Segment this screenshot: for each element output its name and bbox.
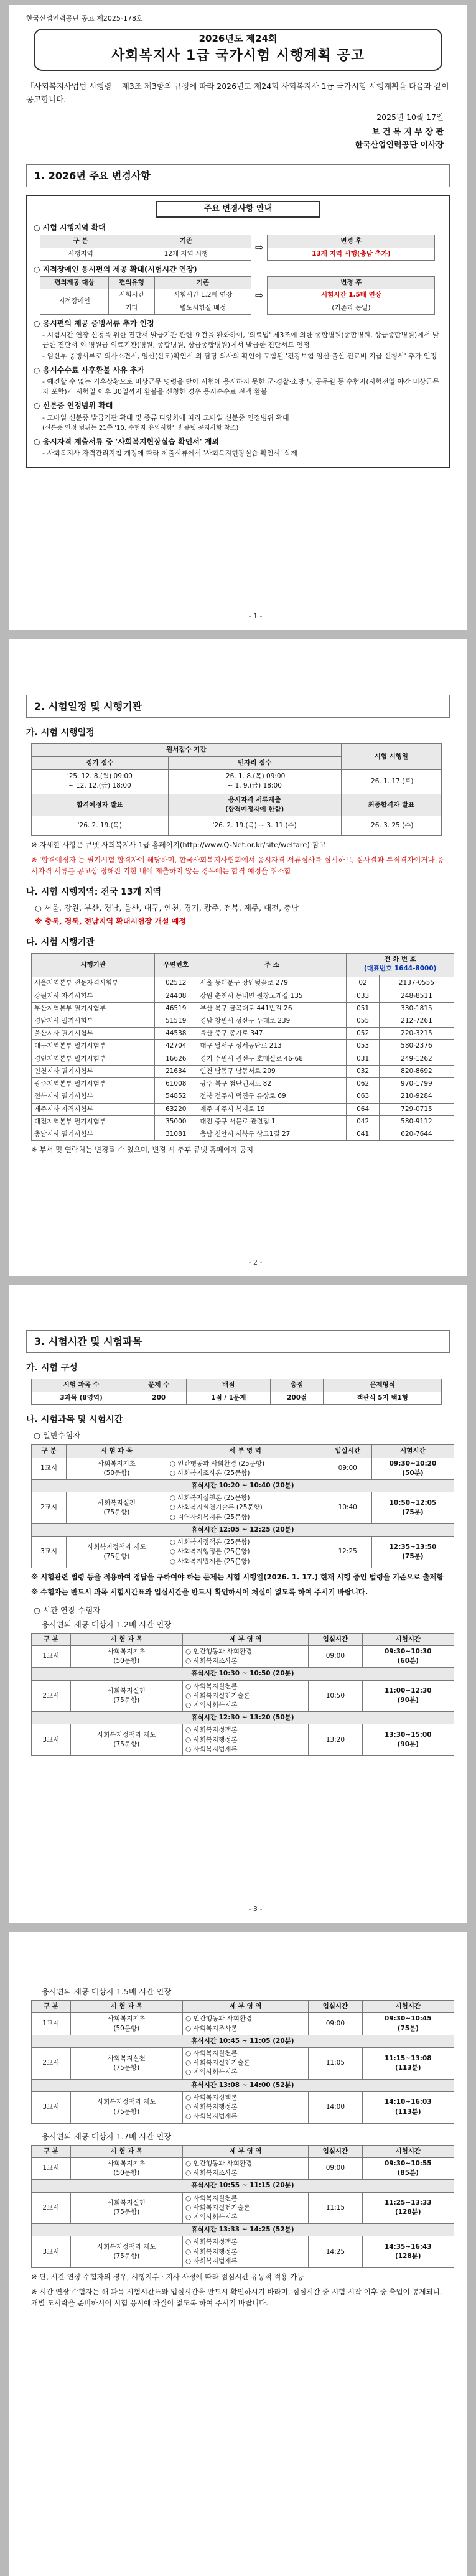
exam-time: 14:10~16:03 (113분) [362,2091,454,2123]
table-row [32,1645,454,1667]
item1-row-after: 13개 지역 시행(충남 추가) [268,248,435,260]
exam-time: 10:50~12:05 (75분) [371,1492,454,1524]
table-row [32,1015,454,1028]
org-h4: 전 화 번 호 [384,955,416,963]
break-time: 휴식시간 12:05 ~ 12:25 (20분) [32,1523,454,1536]
item4-line-1: - 예견할 수 없는 기후상황으로 비상근무 명령을 받아 시험에 응시하지 못한 군·경찰·소방 및 공무원 등 수험자(시험전일 야간 비상근무자 포함)가 시험일 이후 30일까지 환불을 신청한 경우 응시수수료 전액 환불 [42,378,439,396]
period: 2교시 [32,2192,71,2224]
detail-areas: ○ 사회복지정책론 (25문항) ○ 사회복지행정론 (25문항) ○ 사회복지법제론 (25문항) [167,1537,324,1568]
table-row [32,1128,454,1140]
timetable-header: 세 부 영 역 [183,1633,309,1645]
sub-heading: 다. 시험 시행기관 [26,937,95,947]
page-title: 사회복지사 1급 국가시험 시행계획 공고 [111,47,365,63]
org-zip: 51519 [155,1015,197,1028]
item2-after-table [267,276,435,315]
item1-head-div: 구 분 [40,235,121,248]
entry-time: 09:00 [309,2013,362,2035]
timetable-header: 구 분 [32,2001,71,2013]
item2-before-table [40,276,251,315]
sched-h1: 원서접수 기간 [32,744,342,756]
detail-areas: ○ 사회복지정책론 ○ 사회복지행정론 ○ 사회복지법제론 [183,1724,309,1756]
table-row [32,1103,454,1115]
org-name: 경인지역본부 필기시험부 [32,1053,155,1065]
detail-areas: ○ 사회복지실천론 (25문항) ○ 사회복지실천기술론 (25문항) ○ 지역사회복지론 (25문항) [167,1492,324,1524]
org-area: 062 [347,1078,380,1090]
timetable-header: 세 부 영 역 [167,1445,324,1458]
table-row [32,1492,454,1524]
timetable-header: 구 분 [32,1633,71,1645]
item2-row-before1: 시험시간 1.2배 연장 [155,289,251,302]
table-row [32,2236,454,2268]
break-row [32,1668,454,1680]
org-zip: 61008 [155,1078,197,1090]
composition-cell: 200점 [271,1392,324,1404]
arrow-icon: ⇨ [255,289,264,302]
org-tel: 970-1799 [379,1078,454,1090]
org-zip: 35000 [155,1115,197,1128]
arrow-icon: ⇨ [255,241,264,254]
exam-time: 11:00~12:30 (90분) [362,1680,454,1712]
item1-before-table [40,235,251,260]
entry-time: 12:25 [324,1537,371,1568]
item2-row-b2: 기타 [109,302,155,314]
subject: 사회복지기초 (50문항) [70,2013,182,2035]
table-row [32,1002,454,1015]
item2-head-after: 변경 후 [268,277,435,289]
period: 1교시 [32,2157,71,2179]
org-addr: 울산 중구 종가로 347 [197,1028,347,1040]
table-row [32,1053,454,1065]
table-row [32,990,454,1002]
org-area: 042 [347,1115,380,1128]
table-row [32,1090,454,1103]
exam-time: 13:30~15:00 (90분) [362,1724,454,1756]
break-time: 휴식시간 12:30 ~ 13:20 (50분) [32,1712,454,1724]
table-row [32,1115,454,1128]
entry-time: 11:15 [309,2192,362,2224]
extended-candidates: ○ 시간 연장 수험자 [34,1606,101,1616]
ext-12-heading: - 응시편의 제공 대상자 1.2배 시간 연장 [36,1619,172,1629]
exam-time: 11:15~13:08 (113분) [362,2048,454,2080]
org-name: 부산지역본부 필기시험부 [32,1002,155,1015]
table-row [32,1065,454,1077]
entry-time: 10:40 [324,1492,371,1524]
org-name: 강원지사 자격시험부 [32,990,155,1002]
timetable-header: 구 분 [32,1445,67,1458]
timetable-header: 입실시간 [324,1445,371,1458]
page-2 [9,639,467,1276]
section-title: 3. 시험시간 및 시험과목 [26,1330,450,1353]
timetable-general [31,1444,454,1568]
page-3 [9,1285,467,1923]
item6-title: 응시자격 제출서류 중 '사회복지현장실습 확인서' 제외 [42,437,219,447]
composition-cell: 1점 / 1문제 [187,1392,271,1404]
exam-time: 09:30~10:20 (50분) [371,1458,454,1479]
general-candidates: ○ 일반수험자 [34,1431,81,1441]
page-number: - 3 - [248,1905,263,1913]
org-name: 제주지사 자격시험부 [32,1103,155,1115]
subject: 사회복지정책과 제도 (75문항) [67,1537,167,1568]
org-area: 064 [347,1103,380,1115]
note-2: ※ '합격예정자'는 필기시험 합격자에 해당하며, 한국사회복지사협회에서 응시자격 서류심사를 실시하고, 심사결과 부적격자이거나 응시자격 서류를 공고상 정해진 기한 내에 제출하지 않은 경우에는 합격 예정을 취소함 [31,855,444,875]
table-row [32,2157,454,2179]
item2-row-after1: 시험시간 1.5배 연장 [268,289,435,302]
item1-row-div: 시행지역 [40,248,121,260]
item2-head-b: 편의유형 [109,277,155,289]
org-addr: 강원 춘천시 동내면 원창고개길 135 [197,990,347,1002]
org-tel: 580-9112 [379,1115,454,1128]
table-row [32,2013,454,2035]
detail-areas: ○ 인간행동과 사회환경 ○ 사회복지조사론 [183,2013,309,2035]
org-area: 063 [347,1090,380,1103]
detail-areas: ○ 사회복지실천론 ○ 사회복지실천기술론 ○ 지역사회복지론 [183,2192,309,2224]
org-tel: 248-8511 [379,990,454,1002]
org-zip: 46519 [155,1002,197,1015]
break-row [32,2180,454,2192]
timetable-1-2x [31,1633,454,1756]
item1-row-before: 12개 지역 시행 [121,248,251,260]
period: 2교시 [32,1680,71,1712]
sched-h7: 최종합격자 발표 [341,794,441,816]
subject: 사회복지정책과 제도 (75문항) [70,2091,182,2123]
timetable-note-2: ※ 수험자는 반드시 과목 시험시간표와 입실시간을 반드시 확인하시어 처실이 없도록 하여 주시기 바랍니다. [31,1587,368,1596]
org-area: 033 [347,990,380,1002]
item4-title: 응시수수료 사후환불 사유 추가 [42,366,144,374]
table-row [32,2192,454,2224]
period: 3교시 [32,1537,67,1568]
sched-r1c: '26. 1. 17.(토) [341,769,441,794]
table-row [32,1458,454,1479]
org-addr: 경남 창원시 성산구 두대로 239 [197,1015,347,1028]
entry-time: 13:20 [309,1724,362,1756]
org-zip: 02512 [155,977,197,990]
subject: 사회복지정책과 제도 (75문항) [70,2236,182,2268]
org-area: 055 [347,1015,380,1028]
org-note: ※ 부서 및 연락처는 변경될 수 있으며, 변경 시 추후 큐넷 홈페이지 공지 [31,1145,254,1155]
item1-after-table [267,235,435,260]
org-tel: 620-7644 [379,1128,454,1140]
entry-time: 10:50 [309,1680,362,1712]
break-row [32,1480,454,1492]
period: 3교시 [32,2236,71,2268]
item2-row-before2: 별도시험실 배정 [155,302,251,314]
table-row [32,977,454,990]
period: 2교시 [32,1492,67,1524]
table-row [32,1028,454,1040]
org-zip: 16626 [155,1053,197,1065]
regions: ○ 서울, 강원, 부산, 경남, 울산, 대구, 인천, 경기, 광주, 전북, 제주, 대전, 충남 [35,903,299,913]
entry-time: 14:25 [309,2236,362,2268]
timetable-header: 시험시간 [362,2145,454,2157]
org-zip: 44538 [155,1028,197,1040]
org-name: 전북지사 필기시험부 [32,1090,155,1103]
page-1 [9,5,467,630]
subject: 사회복지기초 (50문항) [67,1458,167,1479]
org-addr: 부산 북구 금곡대로 441번길 26 [197,1002,347,1015]
intro-text: 「사회복지사업법 시행령」 제3조 제3항의 규정에 따라 2026년도 제24회 사회복지사 1급 국가시험 시행계획을 다음과 같이 공고합니다. [26,81,449,104]
item5-line-2: (신분증 인정 범위는 21쪽 '10. 수험자 유의사항' 및 큐넷 공지사항 참조) [42,424,239,432]
org-tel: 212-7261 [379,1015,454,1028]
region-note: ※ 충북, 경북, 전남지역 확대시험장 개설 예정 [35,917,186,926]
exam-time: 14:35~16:43 (128분) [362,2236,454,2268]
entry-time: 09:00 [324,1458,371,1479]
org-tel: 330-1815 [379,1002,454,1015]
timetable-header: 입실시간 [309,1633,362,1645]
org-area: 051 [347,1002,380,1015]
sub-heading: 나. 시험과목 및 시험시간 [26,1414,123,1425]
timetable-header: 입실시간 [309,2001,362,2013]
item3-line-2: - 임신부 증빙서류로 의사소견서, 임신(산모)확인서 외 담당 의사의 확인이 포함된 '건강보험 임신·출산 진료비 지급 신청서' 추가 인정 [42,352,437,361]
composition-header: 총점 [271,1379,324,1392]
table-row [32,1040,454,1053]
timetable-header: 시 험 과 목 [70,1633,182,1645]
org-table [31,953,454,1141]
table-row [32,1078,454,1090]
timetable-header: 입실시간 [309,2145,362,2157]
section-title: 1. 2026년 주요 변경사항 [26,164,450,187]
break-row [32,1712,454,1724]
composition-header: 문제 수 [131,1379,187,1392]
item2-title: 지적장애인 응시편의 제공 확대(시험시간 연장) [42,264,197,274]
org-name: 대구지역본부 필기시험부 [32,1040,155,1053]
page-4 [9,1932,467,2576]
org-addr: 제주 제주시 복지로 19 [197,1103,347,1115]
org-area: 032 [347,1065,380,1077]
composition-header: 문제형식 [324,1379,442,1392]
sub-heading: 나. 시험 시행지역: 전국 13개 지역 [26,886,162,897]
title-banner [34,29,442,71]
changes-box: 주요 변경사항 안내 ○ 시험 시행지역 확대 구 분 기존 시행지역 12개 지역 시행 ⇨ 변경 후 13개 지역 시행(충남 추가) ○ 지적장애인 응시편의 제공 확대(시험시간 연장) 편의제공 대상 편의유형 기존 지적장애인 시험시간 시험시간 1.2배 연장 기타 별도시험실 배정 ⇨ 변경 후 시험시간 1.5배 연장 (기존과 동일) ○ 응시편의 제공 증빙서류 추가 인정 - 시험시간 연장 신청을 위한 진단서 발급기관 관련 요건을 완화하여, '의료법' 제3조에 의한 종합병원(종합병원, 상급종합병원)에서 발급한 진단서 외 병원급 의료기관(병원, 종합병원, 상급종합병원)에서 발급한 진단서도 인정 - 임신부 증빙서류로 의사소견서, 임신(산모)확인서 외 담당 의사의 확인이 포함된 '건강보험 임신·출산 진료비 지급 신청서' 추가 인정 ○ 응시수수료 사후환불 사유 추가 - 예견할 수 없는 기후상황으로 비상근무 명령을 받아 시험에 응시하지 못한 군·경찰·소방 및 공무원 등 수험자(시험전일 야간 비상근무자 포함)가 시험일 이후 30일까지 환불을 신청한 경우 응시수수료 전액 환불 ○ 신분증 인정범위 확대 - 모바일 신분증 발급기관 확대 및 종류 다양화에 따라 모바일 신분증 인정범위 확대 (신분증 인정 범위는 21쪽 '10. 수험자 유의사항' 및 큐넷 공지사항 참조) ○ 응시자격 제출서류 중 '사회복지현장실습 확인서' 제외 - 사회복지사 자격관리지침 개정에 따라 제출서류에서 '사회복지현장실습 확인서' 삭제 [26,195,450,468]
item6-line-1: - 사회복지사 자격관리지침 개정에 따라 제출서류에서 '사회복지현장실습 확인서' 삭제 [42,449,297,458]
timetable-header: 구 분 [32,2145,71,2157]
sub-heading: 가. 시험 시행일정 [26,728,95,738]
composition-table [31,1379,442,1404]
period: 3교시 [32,1724,71,1756]
break-row [32,2079,454,2091]
org-area: 041 [347,1128,380,1140]
org-area: 031 [347,1053,380,1065]
detail-areas: ○ 인간행동과 사회환경 ○ 사회복지조사론 [183,1645,309,1667]
entry-time: 09:00 [309,1645,362,1667]
page-number: - 1 - [248,612,263,621]
org-area: 02 [347,977,380,990]
table-row [32,2048,454,2080]
sched-r2b: '26. 2. 19.(목) ~ 3. 11.(수) [168,816,341,836]
exam-time: 09:30~10:30 (60분) [362,1645,454,1667]
org-zip: 31081 [155,1128,197,1140]
item1-head-before: 기존 [121,235,251,248]
item2-row-b1: 시험시간 [109,289,155,302]
org-addr: 광주 북구 첨단벤처로 82 [197,1078,347,1090]
org-name: 광주지역본부 필기시험부 [32,1078,155,1090]
detail-areas: ○ 사회복지정책론 ○ 사회복지행정론 ○ 사회복지법제론 [183,2236,309,2268]
org-h2: 우편번호 [155,953,197,977]
timetable-header: 세 부 영 역 [183,2001,309,2013]
org-h4b: (대표번호 1644-8000) [363,965,437,973]
timetable-header: 시험시간 [362,1633,454,1645]
org-area: 053 [347,1040,380,1053]
break-row [32,2035,454,2047]
sched-r1b: '26. 1. 8.(목) 09:00 ~ 1. 9.(금) 18:00 [168,769,341,794]
page-number: - 2 - [248,1258,263,1267]
ext-15-heading: - 응시편의 제공 대상자 1.5배 시간 연장 [36,1987,172,1996]
table-row [32,1537,454,1568]
org-zip: 54852 [155,1090,197,1103]
item2-head-before: 기존 [155,277,251,289]
schedule-table [31,743,442,836]
break-time: 휴식시간 13:08 ~ 14:00 (52분) [32,2079,454,2091]
exam-time: 09:30~10:55 (85분) [362,2157,454,2179]
table-row [32,1724,454,1756]
break-time: 휴식시간 10:20 ~ 10:40 (20분) [32,1480,454,1492]
org-zip: 21634 [155,1065,197,1077]
org-h3: 주 소 [197,953,347,977]
org-tel: 220-3215 [379,1028,454,1040]
org-name: 인천지사 필기시험부 [32,1065,155,1077]
table-row [32,2091,454,2123]
subject: 사회복지실천 (75문항) [70,1680,182,1712]
composition-header: 배점 [187,1379,271,1392]
detail-areas: ○ 사회복지실천론 ○ 사회복지실천기술론 ○ 지역사회복지론 [183,2048,309,2080]
entry-time: 09:00 [309,2157,362,2179]
signer-2: 한국산업인력공단 이사장 [355,141,444,151]
sched-r2c: '26. 3. 25.(수) [341,816,441,836]
timetable-note-1: ※ 시험관련 법령 등을 적용하여 정답을 구하여야 하는 문제는 시험 시행일(2026. 1. 17.) 현재 시행 중인 법령을 기준으로 출제함 [31,1572,444,1581]
entry-time: 14:00 [309,2091,362,2123]
detail-areas: ○ 인간행동과 사회환경 (25문항) ○ 사회복지조사론 (25문항) [167,1458,324,1479]
sched-h3: 빈자리 접수 [168,756,341,769]
signer-1: 보 건 복 지 부 장 관 [371,128,444,137]
item5-title: 신분증 인정범위 확대 [42,401,113,411]
org-name: 울산지사 필기시험부 [32,1028,155,1040]
period: 1교시 [32,1458,67,1479]
break-row [32,2224,454,2236]
break-row [32,1523,454,1536]
exam-time: 11:25~13:33 (128분) [362,2192,454,2224]
detail-areas: ○ 사회복지실천론 ○ 사회복지실천기술론 ○ 지역사회복지론 [183,1680,309,1712]
exam-time: 12:35~13:50 (75분) [371,1537,454,1568]
timetable-header: 세 부 영 역 [183,2145,309,2157]
exam-time: 09:30~10:45 (75분) [362,2013,454,2035]
composition-cell: 객관식 5지 택1형 [324,1392,442,1404]
org-name: 경남지사 필기시험부 [32,1015,155,1028]
org-tel: 729-0715 [379,1103,454,1115]
timetable-header: 시 험 과 목 [67,1445,167,1458]
item2-head-a: 편의제공 대상 [40,277,109,289]
org-addr: 대전 중구 서문로 관련점 1 [197,1115,347,1128]
org-addr: 경기 수원시 권선구 호매실로 46-68 [197,1053,347,1065]
org-tel: 580-2376 [379,1040,454,1053]
subject: 사회복지실천 (75문항) [70,2048,182,2080]
subject: 사회복지기초 (50문항) [70,1645,182,1667]
entry-time: 11:05 [309,2048,362,2080]
page4-note-2: ※ 시간 연장 수험자는 해 과목 시험시간표와 입실시간을 반드시 확인하시기 바라며, 점심시간 중 시험 시작 이후 중 출입이 통제되니, 개별 도시락을 준비하시어 시험 응시에 차질이 없도록 하여 주시기 바랍니다. [31,2287,442,2307]
subject: 사회복지정책과 제도 (75문항) [70,1724,182,1756]
announce-date: 2025년 10월 17일 [376,113,444,123]
period: 2교시 [32,2048,71,2080]
detail-areas: ○ 인간행동과 사회환경 ○ 사회복지조사론 [183,2157,309,2179]
org-name: 대전지역본부 필기시험부 [32,1115,155,1128]
period: 1교시 [32,1645,71,1667]
org-addr: 대구 달서구 성서공단로 213 [197,1040,347,1053]
timetable-header: 시험시간 [362,2001,454,2013]
org-addr: 전북 전주시 덕진구 유상로 69 [197,1090,347,1103]
org-h1: 시행기관 [32,953,155,977]
org-area: 052 [347,1028,380,1040]
timetable-header: 시험시간 [371,1445,454,1458]
item3-title: 응시편의 제공 증빙서류 추가 인정 [42,319,154,328]
sub-heading: 가. 시험 구성 [26,1363,78,1374]
composition-header: 시험 과목 수 [32,1379,131,1392]
subject: 사회복지실천 (75문항) [67,1492,167,1524]
org-name: 서울지역본부 전문자격시험부 [32,977,155,990]
changes-box-title: 주요 변경사항 안내 [156,201,320,218]
item5-line-1: - 모바일 신분증 발급기관 확대 및 종류 다양화에 따라 모바일 신분증 인정범위 확대 [42,413,289,422]
sched-r2a: '26. 2. 19.(목) [32,816,169,836]
org-addr: 인천 남동구 남동서로 209 [197,1065,347,1077]
item1-title: 시험 시행지역 확대 [42,223,106,232]
section-title: 2. 시험일정 및 시행기관 [26,695,450,718]
org-tel: 820-8692 [379,1065,454,1077]
org-zip: 24408 [155,990,197,1002]
sched-h6: 응시자격 서류제출 (합격예정자에 한함) [168,794,341,816]
org-zip: 63220 [155,1103,197,1115]
title-year: 2026년도 제24회 [198,32,278,44]
break-time: 휴식시간 10:45 ~ 11:05 (20분) [32,2035,454,2047]
table-row [32,1680,454,1712]
detail-areas: ○ 사회복지정책론 ○ 사회복지행정론 ○ 사회복지법제론 [183,2091,309,2123]
item3-line-1: - 시험시간 연장 신청을 위한 진단서 발급기관 관련 요건을 완화하여, '의료법' 제3조에 의한 종합병원(종합병원, 상급종합병원)에서 발급한 진단서 외 병원급 의료기관(병원, 종합병원, 상급종합병원)에서 발급한 진단서도 인정 [42,331,439,350]
page4-note-1: ※ 단, 시간 연장 수험자의 경우, 시행지부 · 지사 사정에 따라 점심시간 유동적 적용 가능 [31,2272,304,2282]
break-time: 휴식시간 10:55 ~ 11:15 (20분) [32,2180,454,2192]
period: 3교시 [32,2091,71,2123]
notice-number: 한국산업인력공단 공고 제2025-178호 [26,14,143,22]
break-time: 휴식시간 13:33 ~ 14:25 (52분) [32,2224,454,2236]
composition-cell: 200 [131,1392,187,1404]
sched-h2: 정기 접수 [32,756,169,769]
org-zip: 42704 [155,1040,197,1053]
break-time: 휴식시간 10:30 ~ 10:50 (20분) [32,1668,454,1680]
sched-h5: 합격예정자 발표 [32,794,169,816]
sched-r1a: '25. 12. 8.(월) 09:00 ~ 12. 12.(금) 18:00 [32,769,169,794]
ext-17-heading: - 응시편의 제공 대상자 1.7배 시간 연장 [36,2131,172,2141]
org-addr: 충남 천안시 서북구 상고1길 27 [197,1128,347,1140]
timetable-header: 시 험 과 목 [70,2001,182,2013]
sched-h4: 시험 시행일 [341,744,441,769]
item2-row-a: 지적장애인 [40,289,109,314]
item1-head-after: 변경 후 [268,235,435,248]
org-addr: 서울 동대문구 장안벚꽃로 279 [197,977,347,990]
note-1: ※ 자세한 사항은 큐넷 사회복지사 1급 홈페이지(http://www.Q-Net.or.kr/site/welfare) 참고 [31,840,326,850]
org-name: 충남지사 필기시험부 [32,1128,155,1140]
composition-cell: 3과목 (8영역) [32,1392,131,1404]
timetable-1-5x [31,2000,454,2123]
subject: 사회복지기초 (50문항) [70,2157,182,2179]
org-tel: 210-9284 [379,1090,454,1103]
period: 1교시 [32,2013,71,2035]
timetable-1-7x [31,2145,454,2268]
item2-row-after2: (기존과 동일) [268,302,435,314]
timetable-header: 시 험 과 목 [70,2145,182,2157]
org-tel: 2137-0555 [379,977,454,990]
subject: 사회복지실천 (75문항) [70,2192,182,2224]
org-tel: 249-1262 [379,1053,454,1065]
